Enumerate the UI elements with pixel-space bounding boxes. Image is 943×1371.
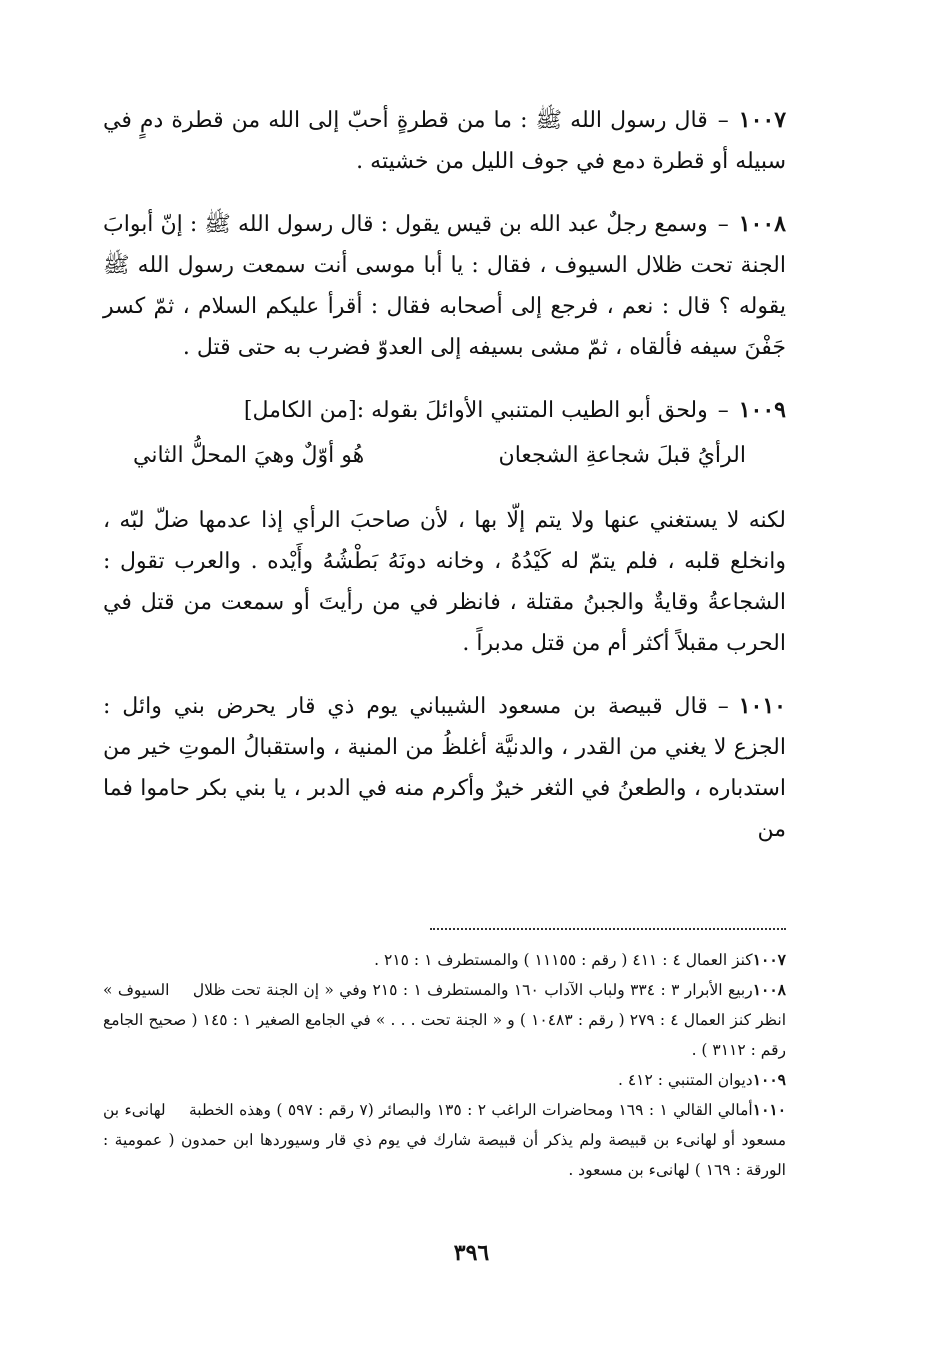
footnote-divider — [430, 928, 786, 930]
entry-1009-body — [103, 500, 786, 664]
footnote-line: ديوان المتنبي : ٤١٢ . — [617, 1071, 753, 1089]
footnote-number: ١٠١٠ — [752, 1100, 787, 1119]
entry-line: قتل . — [182, 335, 231, 360]
page-number: ٣٩٦ — [453, 1240, 490, 1266]
entry-line: دمٍ في سبيله أو قطرة دمع في جوف الليل من خشيته . — [103, 108, 786, 174]
entry-1008: ١٠٠٨–وسمع رجلٌ عبد الله بن قيس يقول : قال رسول الله ﷺ : إنّ أبوابَ الجنة تحت ظلال السيوف ، فقال : يا أبا موسى أنت سمعت رسول الله ﷺ يقوله ؟ قال : نعم ، فرجع إلى أصحابه فقال : أقرأ عليكم السلام ، ثمّ كسر جَفْنَ سيفه فألقاه ، ثمّ مشى بسيفه إلى العدوّ فضرب به حتى قتل . — [103, 211, 786, 360]
footnote-line: حمدون ( عمومية : الورقة : ١٦٩ ) لهانىء بن مسعود . — [103, 1131, 786, 1179]
entry-number: ١٠١٠ — [738, 693, 786, 719]
entry-line: السلام ، ثمّ كسر جَفْنَ سيفه فألقاه ، ثمّ مشى بسيفه إلى العدوّ فضرب به حتى — [103, 294, 786, 360]
footnotes — [103, 945, 786, 1185]
entry-number: ١٠٠٨ — [738, 211, 786, 237]
footnote-line: السيوف » انظر كنز العمال ٤ : ٢٧٩ ( رقم : ١٠٤٨٣ ) و « الجنة تحت . . . » في الجامع — [103, 981, 786, 1029]
footnote-number: ١٠٠٨ — [752, 980, 786, 999]
entry-line: تقول : الشجاعةُ وقايةٌ والجبنُ مقتلة ، فانظر في من رأيتَ أو سمعت من قتل في — [103, 549, 786, 615]
entry-line: استدباره ، والطعنُ في الثغر خيرٌ وأكرم منه في الدبر ، يا بني بكر حاموا فما من — [103, 776, 786, 842]
footnote-1008 — [103, 975, 786, 1065]
verse-first-hemistich: الرأيُ قبلَ شجاعةِ الشجعان — [498, 443, 746, 468]
entry-line: لبّه ، وانخلع قلبه ، فلم يتمّ له كَيْدُهُ ، وخانه دونَهُ بَطْشُهُ وأَيْده . والعرب — [103, 508, 786, 574]
verse-second-hemistich: هُو أوّلٌ وهيَ المحلُّ الثاني — [133, 443, 365, 468]
footnote-number: ١٠٠٧ — [752, 950, 786, 969]
footnote-line: الصغير ١ : ١٤٥ ( صحيح الجامع رقم : ٣١١٢ ) . — [103, 1011, 786, 1059]
footnote-line: ربيع الأبرار ٣ : ٣٣٤ ولباب الآداب ١٦٠ والمستطرف ١ : ٢١٥ وفي « إن الجنة تحت ظلال — [192, 981, 753, 999]
footnote-line: أمالي القالي ١ : ١٦٩ ومحاضرات الراغب ٢ : ١٣٥ والبصائر (٧ رقم : ٥٩٧ ) وهذه الخطبة — [188, 1101, 753, 1119]
poetry-verse — [103, 435, 786, 476]
footnote-1009 — [103, 1065, 786, 1095]
entry-line: رسول الله ﷺ يقوله ؟ قال : نعم ، فرجع إلى أصحابه فقال : أقرأ عليكم — [103, 253, 786, 319]
entry-line: قال قبيصة بن مسعود الشيباني يوم ذي قار يحرض بني وائل : — [103, 694, 708, 719]
entry-line: ولحق أبو الطيب المتنبي الأوائلَ بقوله :[من الكامل] — [243, 398, 708, 423]
entry-number: ١٠٠٧ — [738, 107, 787, 133]
entry-1009-intro: ١٠٠٩–ولحق أبو الطيب المتنبي الأوائلَ بقوله :[من الكامل] — [243, 397, 786, 423]
entry-line: لكنه لا يستغني عنها ولا يتم إلّا بها ، لأن صاحبَ الرأي إذا عدمها ضلّ — [153, 508, 787, 533]
entry-line: وسمع رجلٌ عبد الله بن قيس يقول : قال رسول الله ﷺ : — [189, 212, 708, 237]
footnote-1010 — [103, 1095, 786, 1185]
footnote-line: كنز العمال ٤ : ٤١١ ( رقم : ١١١٥٥ ) والمستطرف ١ : ٢١٥ . — [374, 951, 753, 969]
entry-number: ١٠٠٩ — [738, 397, 786, 423]
entry-line: إنّ أبوابَ الجنة تحت ظلال السيوف ، فقال : يا أبا موسى أنت سمعت — [103, 212, 786, 278]
entry-1010: ١٠١٠–قال قبيصة بن مسعود الشيباني يوم ذي قار يحرض بني وائل : الجزع لا يغني من القدر ، والدنيَّة أغلظُ من المنية ، واستقبالُ الموتِ خير من استدباره ، والطعنُ في الثغر خيرٌ وأكرم منه في الدبر ، يا بني بكر حاموا فما من — [103, 693, 786, 842]
entry-line: الجزع لا يغني من القدر ، والدنيَّة أغلظُ من المنية ، واستقبالُ الموتِ خير من — [103, 735, 786, 760]
footnote-1007 — [103, 945, 786, 975]
entry-1007: ١٠٠٧–قال رسول الله ﷺ : ما من قطرةٍ أحبّ إلى الله من قطرة دمٍ في سبيله أو قطرة دمع في جوف الليل من خشيته . — [103, 107, 787, 174]
footnote-line: لهانىء بن مسعود أو لهانىء بن قبيصة ولم يذكر أن قبيصة شارك في يوم ذي قار وسيوردها ابن — [103, 1101, 787, 1149]
main-text — [103, 100, 786, 872]
footnote-number: ١٠٠٩ — [752, 1070, 786, 1089]
entry-line: الحرب مقبلاً أكثر أم من قتل مدبراً . — [462, 631, 786, 656]
entry-line: قال رسول الله ﷺ : ما من قطرةٍ أحبّ إلى الله من قطرة — [171, 108, 708, 133]
